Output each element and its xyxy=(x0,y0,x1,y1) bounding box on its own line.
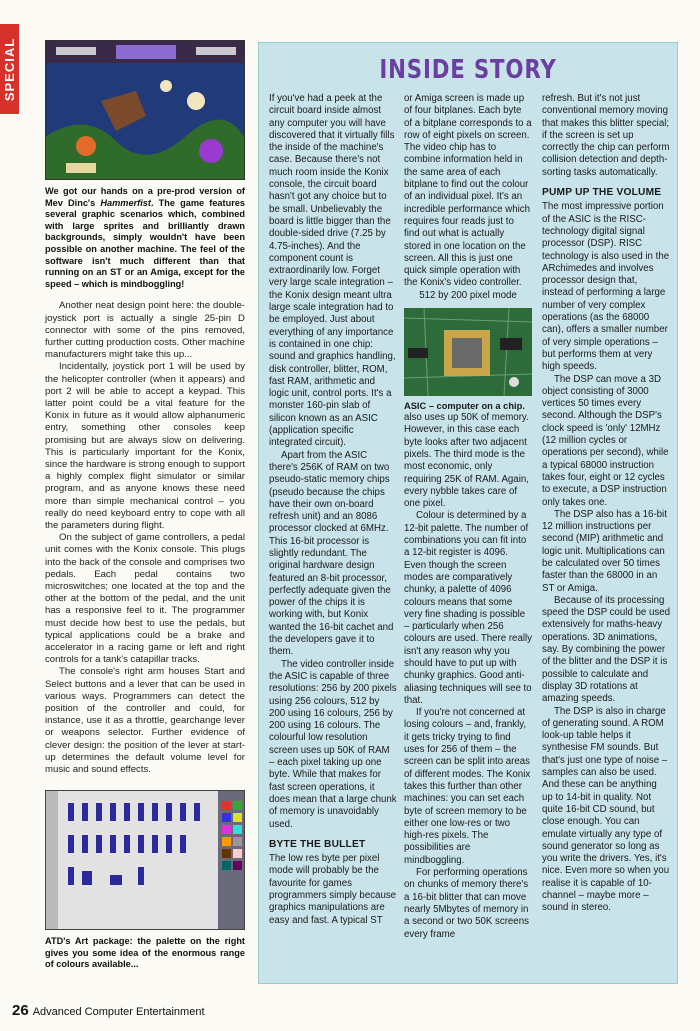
body-paragraph: If you've had a peek at the circuit board inside almost any computer you will have discovered that it virtually fills the inside of the machine's case. Because there's not much room inside the Konix console, the circuit board hasn't got any choice but to be small. Unbelievably the board is little bigger than the double-sided drive (7.25 by 4.75-inches). And the component count is extraordinarily low. Forget very large scale integration – the Konix design meant ultra large scale integration had to be employed. Just about everything of any importance is contained in one chip: sound and graphics handling, disk controller, blitter, ROM, fast RAM, arithmetic and logic unit, control ports. It's a monster 160-pin slab of silicon known as an ASIC (application specific integrated circuit). xyxy=(269,93,396,449)
body-paragraph: Incidentally, joystick port 1 will be used by the helicopter controller (when it appears) and port 2 will be able to accept a keypad. This latter point could be a vital feature for the Konix in future as it would allow alphanumeric entry, something other consoles keep promising but are always slow on delivering. This is particularly important for the Konix, since the hardware is strong enough to support a highly complex flight simulator or similar program, and as anyone knows these need more than simple mechanical control – you really do need keyboard entry to cope with all the parameters during flight. xyxy=(45,361,245,531)
body-paragraph: The low res byte per pixel mode will probably be the favourite for games programmers simply because graphics manipulations are easy and fast. A typical ST xyxy=(269,853,397,926)
body-paragraph: On the subject of game controllers, a pedal unit comes with the Konix console. This plugs into the back of the console and comprises two pedals. Each pedal contains two microswitches; one located at the top and the other at the bottom of the pedal, and the unit has a responsive feel to it. The programmer must decide how best to use the pedals, but typical applications could be a brake and accelerator in a racing game or left and right controls for a tank's catapillar tracks. xyxy=(45,532,245,666)
body-paragraph: or Amiga screen is made up of four bitplanes. Each byte of a bitplane corresponds to a row of eight pixels on screen. The video chip has to combine information held in the same area of each bitplane to find out the colour of an individual pixel. It's an incredible performance which requires four reads just to find out what is actually stored in one location on the screen. All this is just one quick simple operation with the Konix's video controller. xyxy=(404,93,532,289)
hammerfist-caption: We got our hands on a pre-prod version of Mev Dinc's Hammerfist. The game features several graphic scenarios which, combined with large sprites and brilliantly drawn backgrounds, simply wouldn't have been possible on another machine. The feel of the software isn't much different than that running on an ST or an Amiga, except for the speed – which is mindboggling! xyxy=(45,186,245,289)
body-paragraph: The DSP is also in charge of generating sound. A ROM look-up table helps it synthesise FM sounds. But that's just one type of noise – samples can also be used. And these can be anything up to 14-bit in quality. Not quite 16-bit CD sound, but close enough. You can emulate virtually any type of sound generator so long as you write the drivers. Yes, it's nice. Even more so when you realise it is capable of 10-channel – maybe more – sound in stereo. xyxy=(542,705,670,914)
body-paragraph: The DSP can move a 3D object consisting of 3000 vertices 50 times every second. Although the DSP's clock speed is 'only' 12MHz (12 million cycles or operations per second), while a typical 68000 instruction takes four, eight or 12 cycles to execute, a DSP instruction only takes one. xyxy=(542,373,669,508)
asic-chip-photo xyxy=(404,308,532,396)
story-title: INSIDE STORY xyxy=(379,55,557,85)
body-paragraph: If you're not concerned at losing colours – and, frankly, it gets tricky trying to find uses for 256 of them – the screen can be split into areas of different modes. The Konix takes this further than other machines: you can set each byte of screen memory to be either one low-res or two high-res pixels. The possibilities are mindboggling. xyxy=(404,707,531,866)
body-paragraph: refresh. But it's not just conventional memory moving that makes this blitter special; if the screen is set up correctly the chip can perform collision detection and depth-sorting tasks automatically. xyxy=(542,93,670,178)
body-paragraph: The DSP also has a 16-bit 12 million instructions per second (MIP) arithmetic and logic unit. Multiplications can be calculated over 50 times faster than the 68000 in an ST or Amiga. xyxy=(542,508,667,594)
section-tab: SPECIAL xyxy=(0,24,19,114)
story-column-1 xyxy=(269,93,397,927)
chip-caption: ASIC – computer on a chip. xyxy=(404,401,525,412)
body-paragraph: Apart from the ASIC there's 256K of RAM on two pseudo-static memory chips (pseudo because the chips have their own on-board refresh unit) and an 8086 processor clocked at 6MHz. This 16-bit processor is slightly redundant. The original hardware design featured an 8-bit processor, perfectly adequate given the power of the chips it is working with, but Konix wanted the 16-bit cachet and the developers gave it to them. xyxy=(269,449,394,658)
inside-story-box xyxy=(258,42,678,984)
body-paragraph: Because of its processing speed the DSP could be used extensively for maths-heavy operations. 3D animations, say. By combining the power of the blitter and the DSP it is possible to calculate and display 3D rotations at amazing speeds. xyxy=(542,594,671,705)
body-paragraph: The console's right arm houses Start and Select buttons and a lever that can be used in various ways. Programmers can detect the position of the controller and could, for instance, use it as a throttle, gearchange lever or weapons selector. Further evidence of clever design: the position of the lever at start-up determines the default volume level for music and sound effects. xyxy=(45,666,245,776)
body-paragraph: For performing operations on chunks of memory there's a 16-bit blitter that can move nearly 5Mbytes of memory in a second or two 50K screens every frame xyxy=(404,867,529,940)
page-number: 26 xyxy=(12,1002,29,1019)
body-paragraph: 512 by 200 pixel mode xyxy=(419,289,517,301)
art-package-caption: ATD's Art package: the palette on the right gives you some idea of the enormous range of colours available... xyxy=(45,936,245,970)
body-paragraph: also uses up 50K of memory. However, in this case each byte looks after two adjacent pixels. The third mode is the most economic, only requiring 25K of RAM. Again, every nybble takes care of one pixel. xyxy=(404,412,529,510)
hammerfist-screenshot xyxy=(45,40,245,180)
body-paragraph: Another neat design point here: the double-joystick port is actually a single 25-pin D connector with some of the pins removed, further cutting production costs. Other machine manufacturers might take this up... xyxy=(45,300,245,361)
body-paragraph: The video controller inside the ASIC is capable of three resolutions: 256 by 200 pixels using 256 colours, 512 by 200 using 16 colours, 256 by 200 using 16 colours. The colourful low resolution screen uses up 50K of RAM – each pixel taking up one byte. While that makes for fast screen operations, it does mean that a large chunk of memory is unavoidably used. xyxy=(269,658,397,830)
story-column-2 xyxy=(404,93,532,941)
subheading: PUMP UP THE VOLUME xyxy=(542,187,662,199)
body-paragraph: Colour is determined by a 12-bit palette. The number of combinations you can fit into a 12-bit register is 4096. Even though the screen modes are comparatively chunky, a palette of 4096 colours means that some very fine shading is possible – particularly when 256 colours are used. There really isn't any reason why you should have to put up with chunky graphics. Good anti-aliasing techniques will see to that. xyxy=(404,510,532,706)
body-paragraph: The most impressive portion of the ASIC is the RISC-technology digital signal processor (DSP). RISC technology is also used in the ARchimedes and involves processor design that, instead of performing a large number of very complex operations (as the 68000 can), offers a smaller number of very simple operations – but performs them at very high speeds. xyxy=(542,201,670,373)
subheading: BYTE THE BULLET xyxy=(269,838,366,850)
magazine-name: Advanced Computer Entertainment xyxy=(32,1006,205,1018)
art-package-screenshot xyxy=(45,790,245,930)
story-column-3 xyxy=(542,93,670,915)
page-footer xyxy=(12,1002,205,1019)
left-column xyxy=(45,40,245,971)
